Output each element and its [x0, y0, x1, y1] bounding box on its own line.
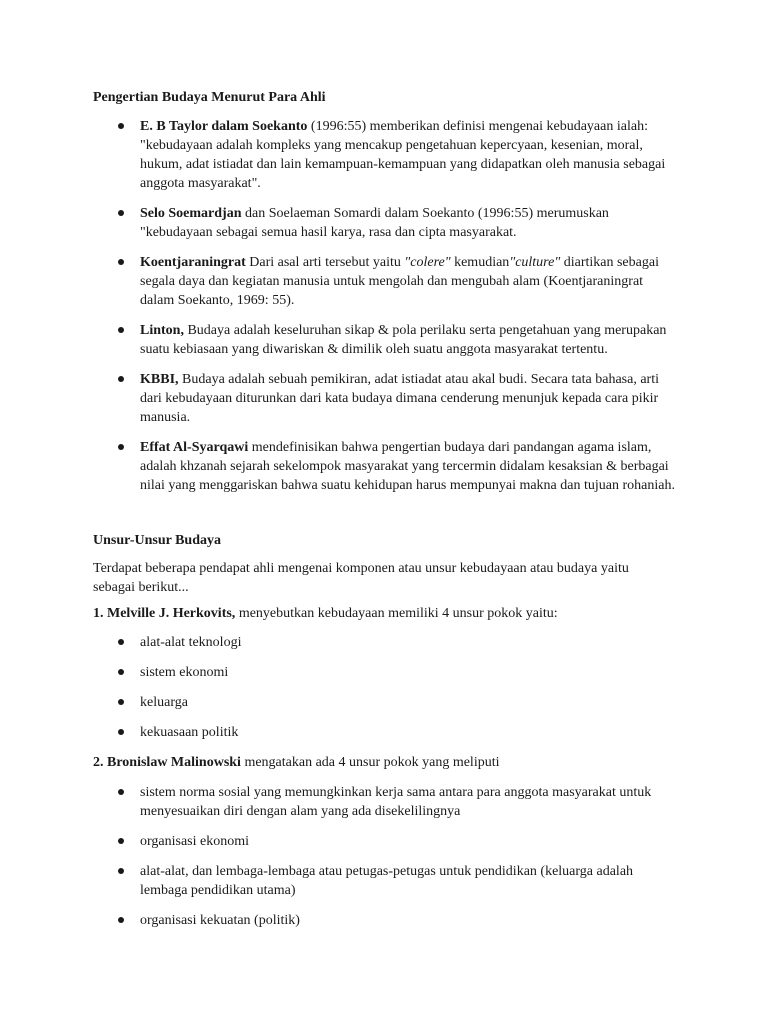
herkovits-paragraph [93, 604, 673, 623]
list-item [140, 633, 680, 652]
definition-text: mendefinisikan bahwa pengertian budaya dari pandangan agama islam, adalah khzanah sejarah sekelompok masyarakat yang tercermin didalam kesaksian & berbagai nilai yang menggariskan bahwa suatu kehidupan harus mempunyai makna dan tujuan rohaniah. [140, 440, 675, 493]
list-item-text: sistem ekonomi [140, 665, 229, 680]
list-item [140, 204, 680, 242]
bullet-icon [118, 444, 124, 450]
list-item [140, 321, 680, 359]
definition-text: Budaya adalah sebuah pemikiran, adat istiadat atau akal budi. Secara tata bahasa, arti dari kebudayaan diturunkan dari kata budaya dimana cenderung menunjuk kepada cara pikir manusia. [140, 372, 659, 425]
bullet-icon [118, 327, 124, 333]
expert-name: Linton, [140, 323, 184, 338]
bullet-icon [118, 789, 124, 795]
list-item-text: organisasi kekuatan (politik) [140, 913, 300, 928]
definition-text: Budaya adalah keseluruhan sikap & pola perilaku serta pengetahuan yang merupakan suatu kebiasaan yang diwariskan & dimilik oleh suatu anggota masyarakat tertentu. [140, 323, 667, 357]
bullet-icon [118, 917, 124, 923]
expert-name: Selo Soemardjan [140, 206, 242, 221]
section-heading: Unsur-Unsur Budaya [93, 533, 221, 548]
list-item [140, 723, 680, 742]
expert-name: E. B Taylor dalam Soekanto [140, 119, 308, 134]
definition-text: dan Soelaeman Somardi dalam Soekanto (1996:55) merumuskan "kebudayaan sebagai semua hasil karya, rasa dan cipta masyarakat. [140, 206, 609, 240]
list-item [140, 253, 680, 310]
expert-name: 1. Melville J. Herkovits, [93, 606, 236, 621]
bullet-icon [118, 868, 124, 874]
paragraph-text: menyebutkan kebudayaan memiliki 4 unsur pokok yaitu: [235, 606, 558, 621]
expert-name: 2. Bronislaw Malinowski [93, 755, 241, 770]
list-item-text: organisasi ekonomi [140, 834, 250, 849]
malinowski-paragraph [93, 753, 673, 772]
definition-text: Dari asal arti tersebut yaitu [245, 255, 405, 270]
list-item-text: kekuasaan politik [140, 725, 239, 740]
bullet-icon [118, 729, 124, 735]
list-item-text: sistem norma sosial yang memungkinkan kerja sama antara para anggota masyarakat untuk menyesuaikan diri dengan alam yang ada disekelilingnya [140, 785, 652, 819]
list-item [140, 862, 680, 900]
latin-term: "culture" [509, 255, 561, 270]
list-item [140, 370, 680, 427]
list-item-text: keluarga [140, 695, 188, 710]
herkovits-list [140, 633, 680, 753]
list-item [140, 911, 680, 930]
expert-definition-list [140, 117, 680, 506]
expert-name: KBBI, [140, 372, 179, 387]
list-item [140, 117, 680, 193]
list-item-text: alat-alat teknologi [140, 635, 242, 650]
intro-paragraph: Terdapat beberapa pendapat ahli mengenai komponen atau unsur kebudayaan atau budaya yaitu sebagai berikut... [93, 561, 629, 595]
bullet-icon [118, 210, 124, 216]
definition-text: (1996:55) memberikan definisi mengenai kebudayaan ialah: "kebudayaan adalah kompleks yang mencakup pengetahuan kepercyaan, kesenian, moral, hukum, adat istiadat dan lain kemampuan-kemampuan yang didapatkan oleh manusia sebagai anggota masyarakat". [140, 119, 666, 191]
bullet-icon [118, 123, 124, 129]
list-item-text: alat-alat, dan lembaga-lembaga atau petugas-petugas untuk pendidikan (keluarga adalah lembaga pendidikan utama) [140, 864, 634, 898]
bullet-icon [118, 699, 124, 705]
list-item [140, 783, 680, 821]
bullet-icon [118, 838, 124, 844]
paragraph-text: mengatakan ada 4 unsur pokok yang meliputi [240, 755, 500, 770]
bullet-icon [118, 639, 124, 645]
expert-name: Koentjaraningrat [140, 255, 246, 270]
malinowski-list [140, 783, 680, 941]
bullet-icon [118, 376, 124, 382]
definition-text: diartikan sebagai segala daya dan kegiatan manusia untuk mengolah dan mengubah alam (Koentjaraningrat dalam Soekanto, 1969: 55). [140, 255, 659, 308]
list-item [140, 438, 680, 495]
definition-text: kemudian [450, 255, 510, 270]
page-title: Pengertian Budaya Menurut Para Ahli [93, 90, 326, 105]
list-item [140, 832, 680, 851]
latin-term: "colere" [404, 255, 451, 270]
list-item [140, 693, 680, 712]
bullet-icon [118, 259, 124, 265]
expert-name: Effat Al-Syarqawi [140, 440, 249, 455]
bullet-icon [118, 669, 124, 675]
list-item [140, 663, 680, 682]
